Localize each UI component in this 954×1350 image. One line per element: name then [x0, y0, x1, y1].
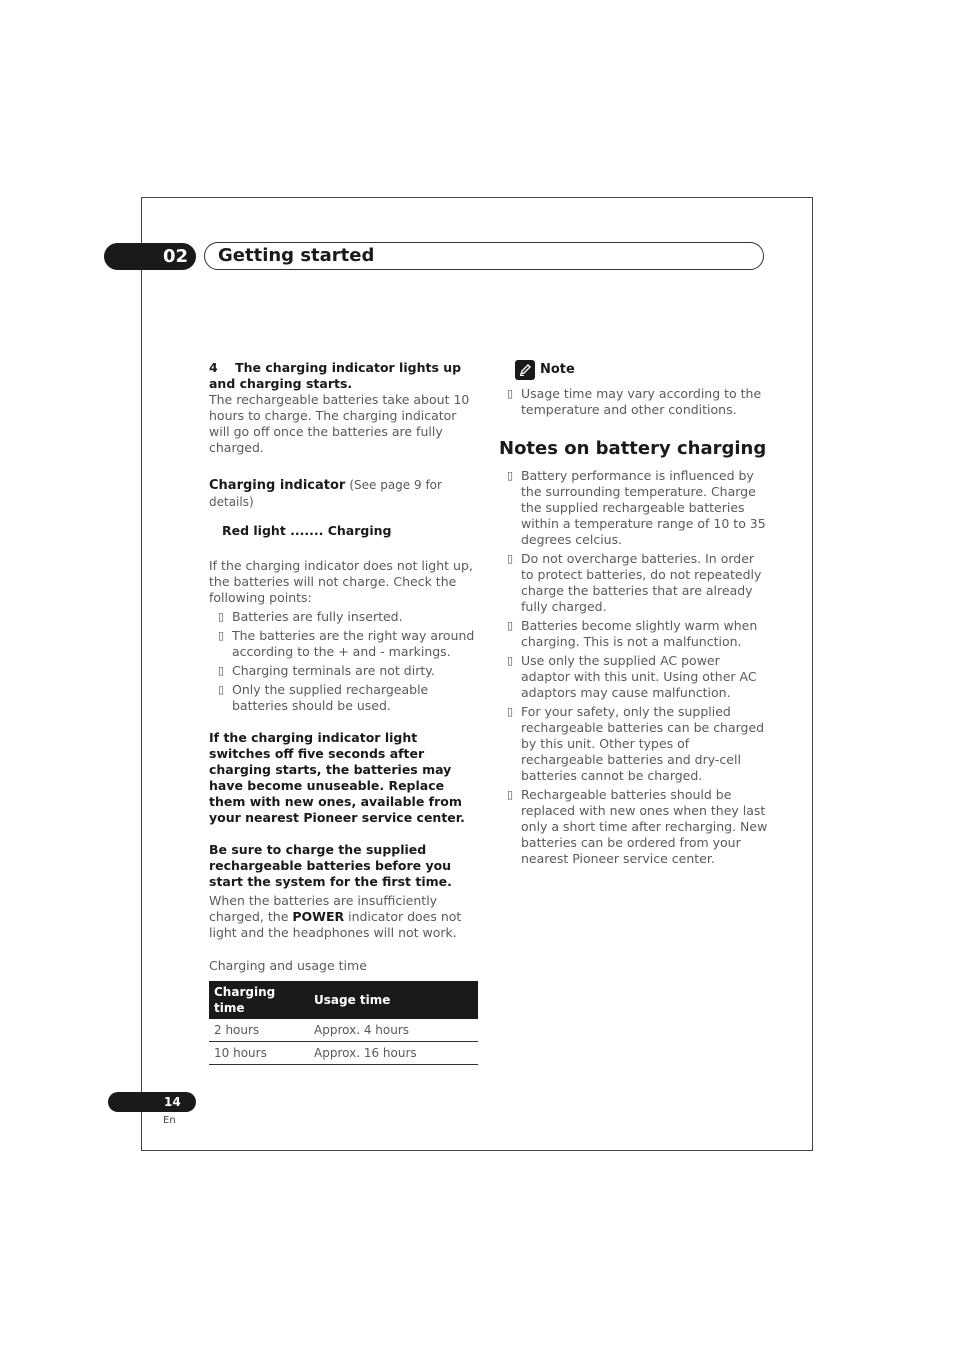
bullet-marker: ▯ — [218, 610, 225, 623]
header-charging-time: Charging time — [209, 981, 309, 1019]
indicator-ref: (See page 9 for details) — [209, 478, 442, 509]
list-item — [507, 551, 769, 615]
list-item — [218, 682, 481, 714]
list-item — [218, 609, 481, 625]
chapter-title: Getting started — [218, 245, 375, 266]
battery-notes-list — [507, 468, 769, 867]
list-item-text: The batteries are the right way around according to the + and - markings. — [232, 628, 475, 659]
power-label: POWER — [292, 909, 345, 924]
table-row — [209, 1042, 478, 1065]
list-item — [507, 386, 769, 418]
bullet-marker: ▯ — [218, 629, 225, 642]
table-cell: 2 hours — [209, 1019, 309, 1042]
list-item-text: For your safety, only the supplied rechargeable batteries can be charged by this unit. Other types of rechargeable batteries and dry-cell batteries cannot be charged. — [521, 704, 765, 783]
charging-table — [209, 981, 478, 1065]
indicator-line — [209, 477, 481, 510]
indicator-label: Charging indicator — [209, 478, 346, 493]
page-number-badge — [108, 1092, 196, 1112]
not-light-intro: If the charging indicator does not light up, the batteries will not charge. Check the following points: — [209, 558, 473, 605]
list-item — [507, 468, 769, 548]
bullet-marker: ▯ — [507, 788, 514, 801]
page-number: 14 — [164, 1095, 181, 1109]
chapter-number: 02 — [163, 246, 189, 267]
left-column — [209, 360, 481, 1065]
list-item-text: Batteries are fully inserted. — [232, 609, 403, 624]
bullet-marker: ▯ — [218, 664, 225, 677]
step-title: The charging indicator lights up and charging starts. — [209, 360, 462, 391]
note-header — [515, 360, 769, 380]
chapter-title-box — [204, 242, 764, 270]
note-label: Note — [540, 362, 575, 377]
table-header-row — [209, 981, 478, 1019]
table-cell: Approx. 4 hours — [309, 1019, 478, 1042]
bullet-marker: ▯ — [507, 619, 514, 632]
list-item-text: Battery performance is influenced by the surrounding temperature. Charge the supplied rechargeable batteries within a temperature range of 10 to 35 degrees celcius. — [521, 468, 766, 547]
table-caption: Charging and usage time — [209, 958, 367, 973]
list-item-text: Usage time may vary according to the temperature and other conditions. — [521, 386, 762, 417]
list-item — [507, 704, 769, 784]
insufficient-text-b: indicator does not light and the headphones will not work. — [209, 909, 462, 940]
bullet-marker: ▯ — [218, 683, 225, 696]
step-body: The rechargeable batteries take about 10 hours to charge. The charging indicator will go off once the batteries are fully charged. — [209, 392, 470, 455]
chapter-number-badge — [104, 243, 196, 270]
bullet-marker: ▯ — [507, 705, 514, 718]
list-item-text: Only the supplied rechargeable batteries should be used. — [232, 682, 429, 713]
insufficient-text-a: When the batteries are insufficiently charged, the — [209, 893, 438, 924]
list-item — [218, 663, 481, 679]
section-title: Notes on battery charging — [499, 438, 767, 459]
table-row — [209, 1019, 478, 1042]
list-item — [507, 653, 769, 701]
list-item — [507, 787, 769, 867]
list-item-text: Batteries become slightly warm when charging. This is not a malfunction. — [521, 618, 758, 649]
first-time-warning: Be sure to charge the supplied rechargeable batteries before you start the system for the first time. — [209, 842, 452, 889]
step-heading — [209, 360, 481, 392]
language-code: En — [163, 1115, 176, 1126]
bullet-marker: ▯ — [507, 552, 514, 565]
insufficient-charge-text — [209, 893, 481, 941]
right-column — [499, 360, 769, 867]
table-cell: 10 hours — [209, 1042, 309, 1065]
table-cell: Approx. 16 hours — [309, 1042, 478, 1065]
list-item — [507, 618, 769, 650]
bullet-marker: ▯ — [507, 387, 514, 400]
list-item-text: Rechargeable batteries should be replaced with new ones when they last only a short time after recharging. New batteries can be ordered from your nearest Pioneer service center. — [521, 787, 768, 866]
red-light-line: Red light ....... Charging — [222, 523, 392, 538]
bullet-marker: ▯ — [507, 469, 514, 482]
list-item-text: Do not overcharge batteries. In order to protect batteries, do not repeatedly charge the batteries that are already fully charged. — [521, 551, 762, 614]
check-list — [218, 609, 481, 714]
warning-switch-off: If the charging indicator light switches off five seconds after charging starts, the batteries may have become unuseable. Replace them with new ones, available from your nearest Pioneer service center. — [209, 730, 465, 825]
header-usage-time: Usage time — [309, 981, 478, 1019]
bullet-marker: ▯ — [507, 654, 514, 667]
list-item-text: Charging terminals are not dirty. — [232, 663, 435, 678]
note-list — [507, 386, 769, 418]
list-item — [218, 628, 481, 660]
list-item-text: Use only the supplied AC power adaptor with this unit. Using other AC adaptors may cause malfunction. — [521, 653, 757, 700]
step-number: 4 — [209, 360, 218, 375]
pencil-note-icon — [515, 360, 535, 380]
